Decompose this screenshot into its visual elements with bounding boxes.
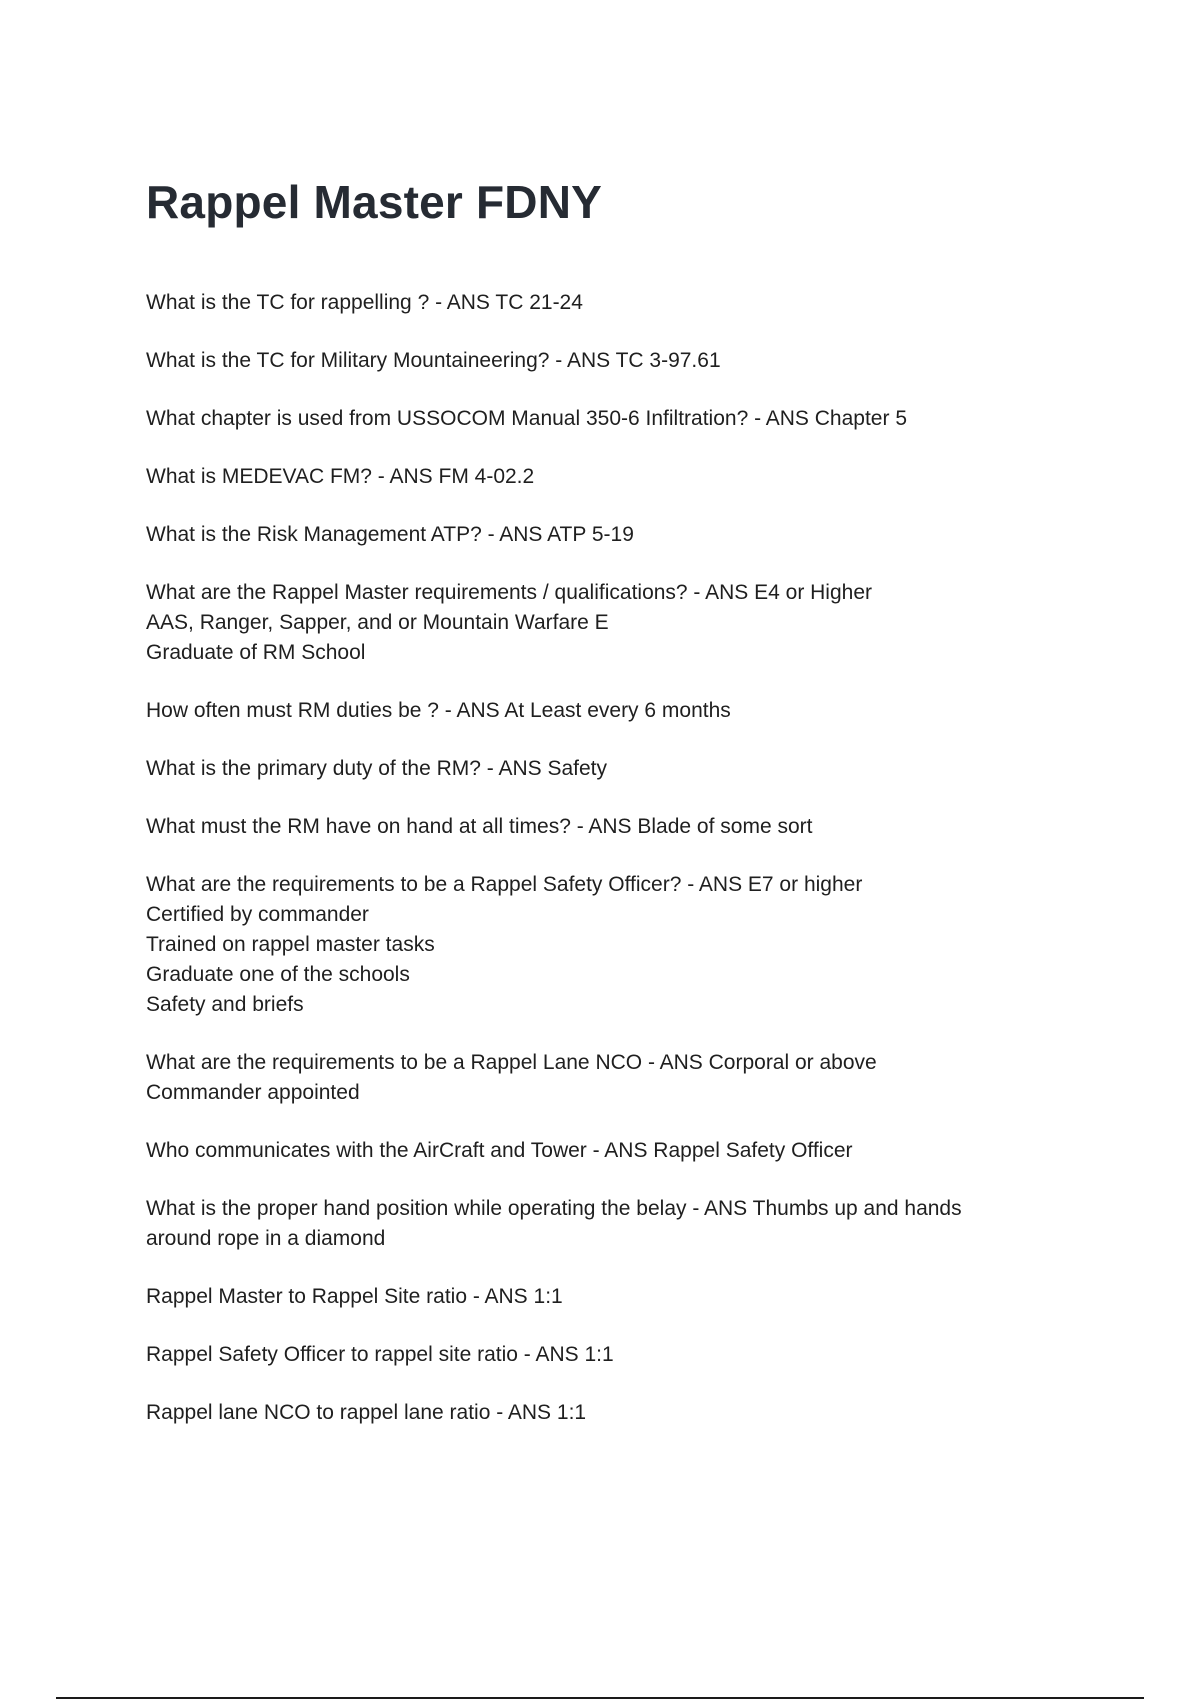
qa-item: What is the proper hand position while operating the belay - ANS Thumbs up and hands around rope in a diamond bbox=[146, 1197, 962, 1250]
qa-item: What are the requirements to be a Rappel Lane NCO - ANS Corporal or above Commander appointed bbox=[146, 1051, 877, 1104]
qa-item: What chapter is used from USSOCOM Manual 350-6 Infiltration? - ANS Chapter 5 bbox=[146, 407, 907, 430]
qa-item: What is the Risk Management ATP? - ANS ATP 5-19 bbox=[146, 523, 634, 546]
qa-item: What is the TC for rappelling ? - ANS TC 21-24 bbox=[146, 291, 583, 314]
qa-item: What is the primary duty of the RM? - ANS Safety bbox=[146, 757, 608, 780]
footer-divider bbox=[56, 1697, 1144, 1699]
qa-item: What are the Rappel Master requirements / qualifications? - ANS E4 or Higher AAS, Ranger, Sapper, and or Mountain Warfare E Graduate of RM School bbox=[146, 581, 873, 664]
document-page bbox=[146, 172, 1076, 1456]
qa-item: What is the TC for Military Mountaineering? - ANS TC 3-97.61 bbox=[146, 349, 721, 372]
page-title: Rappel Master FDNY bbox=[146, 176, 603, 228]
qa-item: Who communicates with the AirCraft and Tower - ANS Rappel Safety Officer bbox=[146, 1139, 853, 1162]
qa-item: What must the RM have on hand at all times? - ANS Blade of some sort bbox=[146, 815, 813, 838]
qa-item: Rappel Master to Rappel Site ratio - ANS 1:1 bbox=[146, 1285, 563, 1308]
qa-item: Rappel lane NCO to rappel lane ratio - ANS 1:1 bbox=[146, 1401, 587, 1424]
qa-item: What are the requirements to be a Rappel Safety Officer? - ANS E7 or higher Certified by commander Trained on rappel master tasks Graduate one of the schools Safety and briefs bbox=[146, 873, 863, 1016]
qa-item: Rappel Safety Officer to rappel site ratio - ANS 1:1 bbox=[146, 1343, 614, 1366]
qa-list bbox=[146, 288, 1076, 1428]
qa-item: How often must RM duties be ? - ANS At Least every 6 months bbox=[146, 699, 731, 722]
qa-item: What is MEDEVAC FM? - ANS FM 4-02.2 bbox=[146, 465, 535, 488]
